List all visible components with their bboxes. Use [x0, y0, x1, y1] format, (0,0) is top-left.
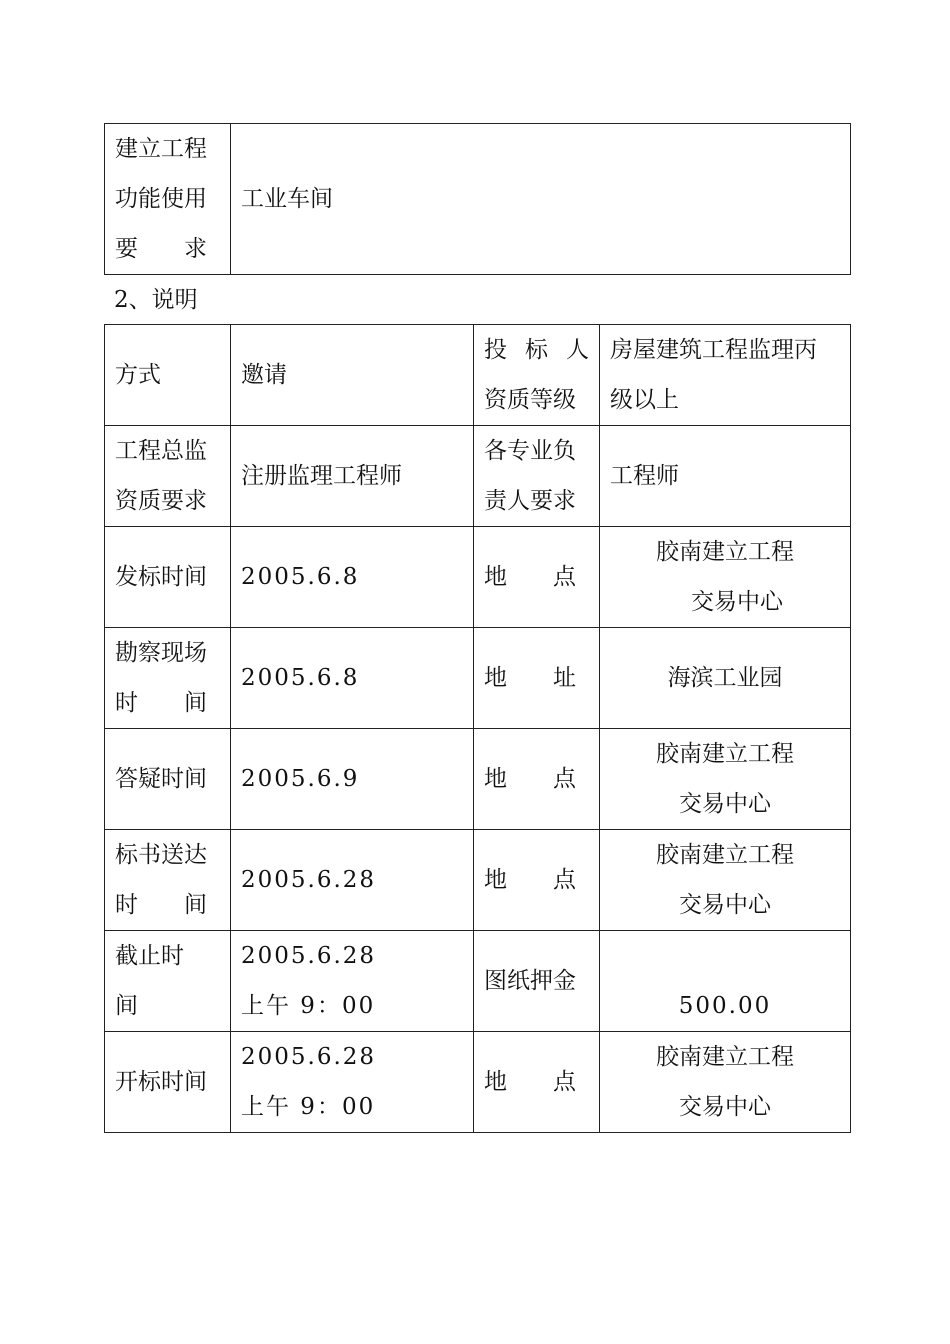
- label-line: 建立工程: [115, 136, 207, 162]
- label-line: 截止时: [115, 943, 184, 969]
- location-label: 地 点: [474, 527, 600, 628]
- value-line: 交易中心: [691, 589, 783, 615]
- location-label: 地 点: [474, 830, 600, 931]
- bid-opening-label: 开标时间: [105, 1032, 231, 1133]
- table-row: [105, 1032, 851, 1133]
- table-row: [105, 527, 851, 628]
- label-line: 时 间: [115, 690, 207, 716]
- value-line: 2005.6.28: [241, 943, 377, 969]
- location-value: [600, 1032, 851, 1133]
- site-survey-label: [105, 628, 231, 729]
- issue-time-value: 2005.6.8: [231, 527, 474, 628]
- value-line: 胶南建立工程: [656, 842, 794, 868]
- q-and-a-time-label: 答疑时间: [105, 729, 231, 830]
- table-row: [105, 729, 851, 830]
- table-row: [105, 830, 851, 931]
- label-line: 时 间: [115, 892, 207, 918]
- label-line: 各专业负: [484, 438, 576, 464]
- section-title: 2、说明: [114, 287, 198, 313]
- value-line: 交易中心: [679, 892, 771, 918]
- deadline-value: [231, 931, 474, 1032]
- table-row: [105, 124, 851, 275]
- discipline-lead-label: [474, 426, 600, 527]
- value-line: 房屋建筑工程监理丙: [610, 337, 817, 363]
- table-row: [105, 325, 851, 426]
- table-row: [105, 628, 851, 729]
- tender-info-table: [104, 324, 851, 1133]
- label-line: 工程总监: [115, 438, 207, 464]
- chief-supervisor-label: [105, 426, 231, 527]
- q-and-a-time-value: 2005.6.9: [231, 729, 474, 830]
- location-label: 地 点: [474, 729, 600, 830]
- location-value: [600, 527, 851, 628]
- label-line: 功能使用: [115, 186, 207, 212]
- location-value: [600, 830, 851, 931]
- value-line: 胶南建立工程: [656, 1044, 794, 1070]
- bid-delivery-value: 2005.6.28: [231, 830, 474, 931]
- project-function-table: [104, 123, 851, 275]
- bid-opening-value: [231, 1032, 474, 1133]
- drawing-deposit-value: 500.00: [600, 931, 851, 1032]
- method-value: 邀请: [231, 325, 474, 426]
- function-requirement-value: 工业车间: [231, 124, 851, 275]
- value-line: 交易中心: [679, 1094, 771, 1120]
- value-line: 胶南建立工程: [656, 741, 794, 767]
- discipline-lead-value: 工程师: [600, 426, 851, 527]
- address-value: 海滨工业园: [600, 628, 851, 729]
- value-line: 上午 9：00: [241, 1094, 376, 1120]
- chief-supervisor-value: 注册监理工程师: [231, 426, 474, 527]
- value-line: 胶南建立工程: [656, 539, 794, 565]
- bidder-qualification-label: [474, 325, 600, 426]
- location-label: 地 点: [474, 1032, 600, 1133]
- value-line: 上午 9：00: [241, 993, 376, 1019]
- value-line: 级以上: [610, 387, 679, 413]
- label-line: 勘察现场: [115, 640, 207, 666]
- method-label: 方式: [105, 325, 231, 426]
- label-line: 要 求: [115, 236, 207, 262]
- label-line: 间: [115, 993, 138, 1019]
- label-line: 标书送达: [115, 842, 207, 868]
- bid-delivery-label: [105, 830, 231, 931]
- value-line: 交易中心: [679, 791, 771, 817]
- label-line: 资质等级: [484, 387, 576, 413]
- bidder-qualification-value: [600, 325, 851, 426]
- label-line: 责人要求: [484, 488, 576, 514]
- table-row: [105, 931, 851, 1032]
- value-line: 2005.6.28: [241, 1044, 377, 1070]
- label-line: 投 标 人: [484, 337, 589, 363]
- address-label: 地 址: [474, 628, 600, 729]
- location-value: [600, 729, 851, 830]
- label-line: 资质要求: [115, 488, 207, 514]
- drawing-deposit-label: 图纸押金: [474, 931, 600, 1032]
- deadline-label: [105, 931, 231, 1032]
- site-survey-value: 2005.6.8: [231, 628, 474, 729]
- issue-time-label: 发标时间: [105, 527, 231, 628]
- function-requirement-label: [105, 124, 231, 275]
- table-row: [105, 426, 851, 527]
